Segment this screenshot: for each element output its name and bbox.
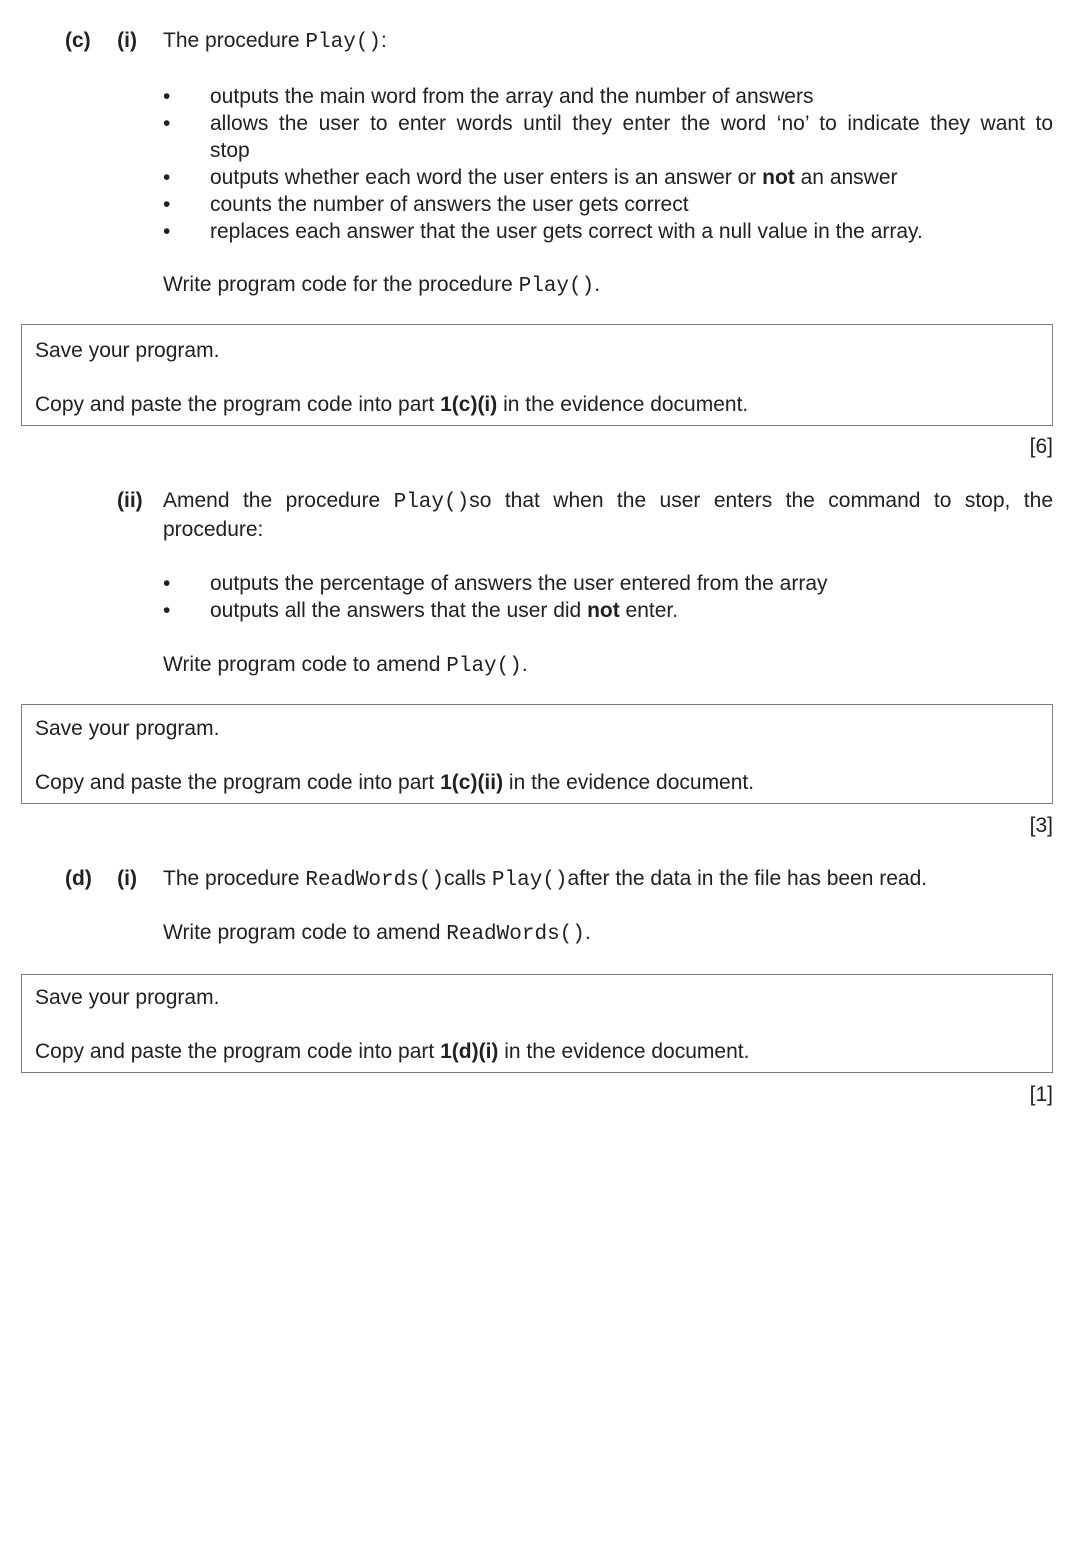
code-run: Play() <box>446 655 522 678</box>
section-c-i-bullet-list <box>0 83 1074 245</box>
save-program-line: Save your program. <box>35 339 220 362</box>
subpart-label-i: (i) <box>117 29 137 52</box>
part-reference: 1(c)(ii) <box>440 771 504 794</box>
bullet-text <box>210 164 1053 191</box>
save-program-box-c-ii <box>21 704 1053 804</box>
save-program-box-d-i <box>21 974 1053 1073</box>
bullet-text-line2: stop <box>210 139 250 162</box>
text-run: Write program code for the procedure <box>163 273 519 296</box>
box-spacer <box>35 364 1039 391</box>
write-instruction-text <box>163 919 1053 948</box>
text-run: an answer <box>794 166 898 189</box>
text-run: Copy and paste the program code into part <box>35 1040 441 1063</box>
bullet-text: outputs the percentage of answers the user entered from the array <box>210 572 828 595</box>
text-run: Copy and paste the program code into part <box>35 771 441 794</box>
bullet-item <box>0 191 1074 218</box>
bullet-marker: • <box>163 599 171 622</box>
copy-paste-line <box>35 391 1039 418</box>
code-run: ReadWords() <box>446 923 585 946</box>
write-instruction-text <box>163 271 1053 300</box>
bullet-marker: • <box>163 572 171 595</box>
section-d-i-intro <box>163 865 1053 894</box>
bullet-marker: • <box>163 85 171 108</box>
text-run: in the evidence document. <box>498 1040 750 1063</box>
section-c-ii-intro <box>163 487 1053 543</box>
marks-c-i: [6] <box>1029 435 1053 458</box>
text-run: in the evidence document. <box>503 771 755 794</box>
marks-c-ii: [3] <box>1029 814 1053 837</box>
bullet-text: outputs the main word from the array and the number of answers <box>210 85 814 108</box>
code-run: Play() <box>491 869 568 892</box>
bullet-text: counts the number of answers the user gets correct <box>210 193 689 216</box>
bullet-item <box>0 110 1074 164</box>
bullet-marker: • <box>163 193 171 216</box>
text-run: enter. <box>619 599 679 622</box>
text-run: calls <box>444 867 492 890</box>
text-run: outputs whether each word the user enters is an answer or <box>210 166 763 189</box>
bullet-text <box>210 110 1053 164</box>
copy-paste-line <box>35 769 1039 796</box>
bullet-item <box>0 83 1074 110</box>
save-program-box-c-i <box>21 324 1053 426</box>
bullet-item <box>0 597 1074 624</box>
section-c-i-intro <box>163 27 1053 56</box>
text-run: in the evidence document. <box>497 393 749 416</box>
bullet-marker: • <box>163 112 171 135</box>
code-run: Play() <box>518 275 595 298</box>
box-spacer <box>35 742 1039 769</box>
text-run: . <box>584 921 591 944</box>
save-program-line: Save your program. <box>35 717 220 740</box>
text-run: Write program code to amend <box>163 653 447 676</box>
copy-paste-line <box>35 1038 1039 1065</box>
intro-tail-run: : <box>381 29 387 52</box>
text-run: . <box>521 653 528 676</box>
section-c-ii-heading <box>0 487 1074 543</box>
part-label-c: (c) <box>65 29 91 52</box>
section-c-ii-bullet-list <box>0 570 1074 624</box>
bullet-text: replaces each answer that the user gets correct with a null value in the array. <box>210 220 923 243</box>
text-run: outputs all the answers that the user did <box>210 599 588 622</box>
bullet-item <box>0 218 1074 245</box>
marks-d-i: [1] <box>1029 1083 1053 1106</box>
text-run: after the data in the file has been read. <box>567 867 928 890</box>
write-instruction-text <box>163 651 1053 680</box>
box-spacer <box>35 1011 1039 1038</box>
part-reference: 1(c)(i) <box>440 393 498 416</box>
text-run: Amend the procedure <box>163 489 394 512</box>
bullet-item <box>0 164 1074 191</box>
code-run: ReadWords() <box>305 869 445 892</box>
save-program-line: Save your program. <box>35 986 220 1009</box>
intro-code-run: Play() <box>305 31 382 54</box>
code-run: Play() <box>393 491 470 514</box>
intro-line1 <box>163 487 1053 516</box>
part-label-d: (d) <box>65 867 92 890</box>
subpart-label-i: (i) <box>117 867 137 890</box>
text-run: The procedure <box>163 867 306 890</box>
text-run: so that when the user enters the command to stop, the <box>469 489 1053 512</box>
bullet-text <box>210 597 1053 624</box>
bold-text-run: not <box>587 599 620 622</box>
intro-text-run: The procedure <box>163 29 306 52</box>
section-c-i-heading <box>0 27 1074 56</box>
intro-line2: procedure: <box>163 518 264 541</box>
bullet-marker: • <box>163 166 171 189</box>
text-run: Copy and paste the program code into part <box>35 393 441 416</box>
text-run: Write program code to amend <box>163 921 447 944</box>
bullet-item <box>0 570 1074 597</box>
section-d-i-write-instruction <box>0 919 1074 948</box>
text-run: . <box>594 273 601 296</box>
subpart-label-ii: (ii) <box>117 489 143 512</box>
bold-text-run: not <box>762 166 795 189</box>
section-c-i-write-instruction <box>0 271 1074 300</box>
section-d-i-heading <box>0 865 1074 894</box>
part-reference: 1(d)(i) <box>440 1040 499 1063</box>
section-c-ii-write-instruction <box>0 651 1074 680</box>
bullet-marker: • <box>163 220 171 243</box>
bullet-text-line1: allows the user to enter words until they enter the word ‘no’ to indicate they want to <box>210 112 1053 135</box>
